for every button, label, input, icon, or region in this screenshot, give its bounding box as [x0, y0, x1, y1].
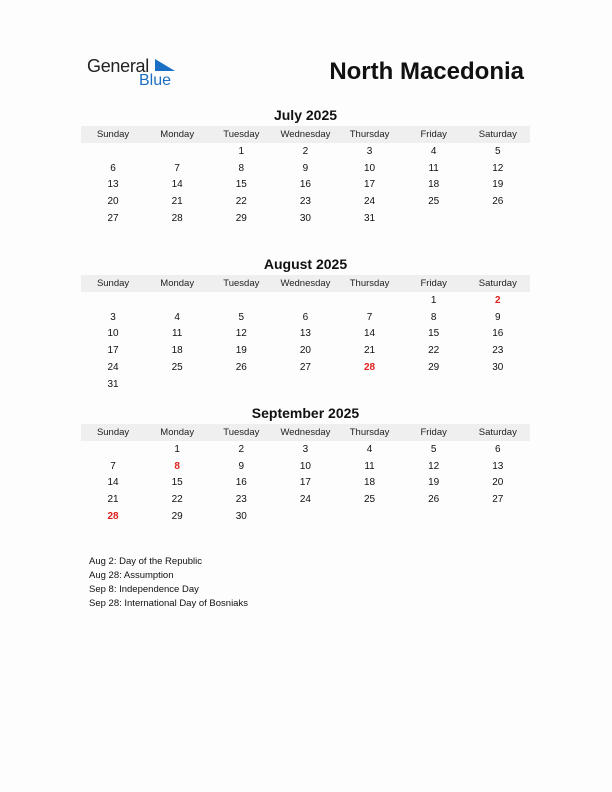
day-cell: 16 — [235, 477, 247, 489]
day-cell: 27 — [299, 362, 311, 374]
weekday-header — [81, 126, 530, 143]
day-cell: 3 — [110, 311, 116, 323]
day-cell: 22 — [428, 345, 440, 357]
day-cell: 6 — [110, 162, 116, 174]
day-cell: 12 — [492, 162, 504, 174]
weekday-label: Friday — [420, 278, 447, 289]
day-cell: 4 — [430, 145, 437, 157]
day-cell: 15 — [428, 328, 440, 340]
day-cell: 25 — [171, 362, 183, 374]
weekday-label: Friday — [420, 129, 447, 140]
day-cell: 18 — [364, 477, 376, 489]
day-cell: 3 — [302, 443, 309, 455]
month-grid — [81, 143, 530, 227]
day-cell: 23 — [492, 345, 504, 357]
day-cell: 10 — [299, 460, 311, 472]
weekday-label: Sunday — [96, 129, 130, 140]
day-cell: 31 — [364, 213, 376, 225]
weekday-label: Monday — [160, 129, 195, 140]
day-cell: 3 — [366, 145, 373, 157]
week-row — [81, 376, 530, 393]
day-cell: 20 — [299, 345, 311, 357]
day-cell: 4 — [174, 311, 180, 323]
holiday-day-cell: 2 — [495, 294, 501, 306]
day-cell: 13 — [299, 328, 311, 340]
weekday-header — [81, 424, 530, 441]
month-september — [81, 404, 530, 525]
holiday-day-cell: 8 — [174, 460, 180, 472]
holiday-note: Sep 28: International Day of Bosniaks — [89, 598, 248, 609]
week-row — [81, 491, 530, 508]
day-cell: 30 — [299, 213, 311, 225]
holiday-notes — [89, 555, 248, 611]
week-row — [81, 193, 530, 210]
day-cell: 21 — [171, 196, 183, 208]
weekday-label: Saturday — [478, 427, 517, 438]
day-cell: 13 — [492, 460, 504, 472]
day-cell: 21 — [107, 494, 119, 506]
day-cell: 6 — [495, 443, 501, 455]
week-row — [81, 160, 530, 177]
day-cell: 10 — [107, 328, 119, 340]
weekday-label: Tuesday — [223, 427, 260, 438]
day-cell: 30 — [492, 362, 504, 374]
day-cell: 14 — [171, 179, 183, 191]
logo-general-text: General — [87, 56, 149, 76]
logo-flag-icon — [155, 59, 175, 71]
day-cell: 5 — [495, 145, 501, 157]
day-cell: 8 — [238, 162, 245, 174]
day-cell: 19 — [428, 477, 440, 489]
day-cell: 7 — [110, 460, 116, 472]
logo-blue-text: Blue — [139, 72, 172, 89]
week-row — [81, 210, 530, 227]
day-cell: 15 — [235, 179, 247, 191]
day-cell: 29 — [171, 511, 183, 523]
day-cell: 24 — [107, 362, 119, 374]
weekday-label: Wednesday — [280, 427, 331, 438]
day-cell: 25 — [428, 196, 440, 208]
day-cell: 24 — [364, 196, 376, 208]
day-cell: 9 — [238, 460, 245, 472]
month-grid — [81, 292, 530, 393]
day-cell: 1 — [174, 443, 180, 455]
day-cell: 26 — [235, 362, 247, 374]
day-cell: 2 — [238, 443, 245, 455]
weekday-label: Thursday — [349, 427, 390, 438]
weekday-label: Saturday — [478, 129, 517, 140]
day-cell: 17 — [364, 179, 376, 191]
logo — [87, 56, 187, 92]
day-cell: 14 — [107, 477, 119, 489]
weekday-label: Saturday — [478, 278, 517, 289]
week-row — [81, 292, 530, 309]
week-row — [81, 309, 530, 326]
week-row — [81, 342, 530, 359]
weekday-header — [81, 275, 530, 292]
month-title: July 2025 — [273, 107, 338, 123]
day-cell: 17 — [299, 477, 311, 489]
day-cell: 8 — [430, 311, 437, 323]
month-title: August 2025 — [263, 256, 348, 272]
day-cell: 9 — [302, 162, 309, 174]
day-cell: 18 — [428, 179, 440, 191]
day-cell: 24 — [299, 494, 311, 506]
day-cell: 19 — [492, 179, 504, 191]
weekday-label: Monday — [160, 427, 195, 438]
day-cell: 14 — [364, 328, 376, 340]
week-row — [81, 177, 530, 194]
day-cell: 9 — [495, 311, 501, 323]
day-cell: 30 — [235, 511, 247, 523]
day-cell: 2 — [302, 145, 309, 157]
day-cell: 21 — [364, 345, 376, 357]
day-cell: 26 — [492, 196, 504, 208]
day-cell: 16 — [299, 179, 311, 191]
day-cell: 23 — [235, 494, 247, 506]
day-cell: 22 — [235, 196, 247, 208]
day-cell: 10 — [364, 162, 376, 174]
weekday-label: Wednesday — [280, 129, 331, 140]
day-cell: 17 — [107, 345, 119, 357]
day-cell: 28 — [171, 213, 183, 225]
day-cell: 1 — [238, 145, 245, 157]
holiday-note: Aug 2: Day of the Republic — [89, 556, 203, 567]
day-cell: 11 — [171, 328, 183, 340]
day-cell: 4 — [366, 443, 373, 455]
day-cell: 27 — [107, 213, 119, 225]
page-title: North Macedonia — [329, 58, 524, 85]
holiday-note: Sep 8: Independence Day — [89, 584, 199, 595]
weekday-label: Tuesday — [223, 278, 260, 289]
day-cell: 18 — [171, 345, 183, 357]
day-cell: 1 — [430, 294, 437, 306]
day-cell: 25 — [364, 494, 376, 506]
week-row — [81, 458, 530, 475]
day-cell: 31 — [107, 378, 119, 390]
month-title: September 2025 — [251, 405, 360, 421]
day-cell: 26 — [428, 494, 440, 506]
month-july — [81, 106, 530, 227]
day-cell: 19 — [235, 345, 247, 357]
holiday-note: Aug 28: Assumption — [89, 570, 174, 581]
month-august — [81, 255, 530, 393]
week-row — [81, 359, 530, 376]
week-row — [81, 143, 530, 160]
day-cell: 11 — [428, 162, 439, 174]
week-row — [81, 326, 530, 343]
day-cell: 29 — [428, 362, 440, 374]
day-cell: 15 — [171, 477, 183, 489]
day-cell: 5 — [430, 443, 437, 455]
weekday-label: Friday — [420, 427, 447, 438]
month-grid — [81, 441, 530, 525]
day-cell: 20 — [492, 477, 504, 489]
week-row — [81, 508, 530, 525]
weekday-label: Monday — [160, 278, 195, 289]
weekday-label: Wednesday — [280, 278, 331, 289]
day-cell: 7 — [174, 162, 180, 174]
weekday-label: Thursday — [349, 129, 390, 140]
weekday-label: Sunday — [96, 278, 130, 289]
day-cell: 6 — [302, 311, 309, 323]
weekday-label: Tuesday — [223, 129, 260, 140]
holiday-day-cell: 28 — [107, 511, 119, 523]
holiday-day-cell: 28 — [364, 362, 376, 374]
day-cell: 20 — [107, 196, 119, 208]
week-row — [81, 441, 530, 458]
day-cell: 13 — [107, 179, 119, 191]
day-cell: 23 — [299, 196, 311, 208]
day-cell: 22 — [171, 494, 183, 506]
day-cell: 27 — [492, 494, 504, 506]
day-cell: 16 — [492, 328, 504, 340]
day-cell: 29 — [235, 213, 247, 225]
week-row — [81, 475, 530, 492]
day-cell: 7 — [366, 311, 373, 323]
day-cell: 5 — [238, 311, 245, 323]
weekday-label: Thursday — [349, 278, 390, 289]
day-cell: 12 — [428, 460, 440, 472]
weekday-label: Sunday — [96, 427, 130, 438]
day-cell: 12 — [235, 328, 247, 340]
day-cell: 11 — [364, 460, 375, 472]
